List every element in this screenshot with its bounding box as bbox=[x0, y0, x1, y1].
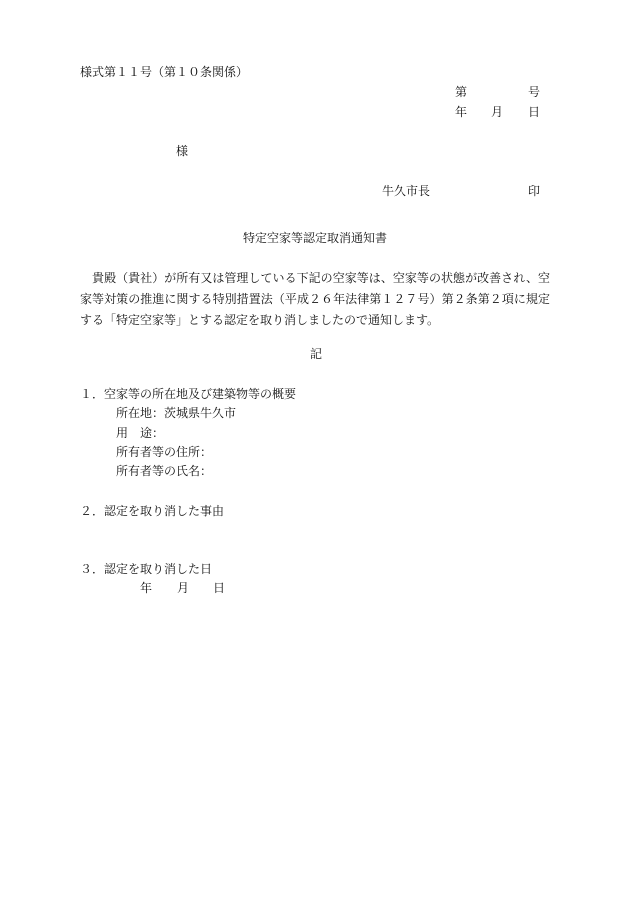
ki-marker: 記 bbox=[310, 347, 323, 361]
doc-number-suffix: 号 bbox=[528, 85, 541, 99]
cancel-date-year: 年 bbox=[140, 581, 153, 595]
document-title: 特定空家等認定取消通知書 bbox=[243, 231, 388, 245]
date-day: 日 bbox=[528, 105, 541, 119]
sender-name: 牛久市長 bbox=[382, 184, 431, 198]
body-paragraph: 貴殿（貴社）が所有又は管理している下記の空家等は、空家等の状態が改善され、空家等対策の推進に関する特別措置法（平成２６年法律第１２７号）第２条第２項に規定する「特定空家等」とする認定を取り消しましたので通知します。 bbox=[80, 271, 550, 327]
section-1-heading: １．空家等の所在地及び建築物等の概要 bbox=[80, 387, 297, 401]
date-year: 年 bbox=[455, 105, 468, 119]
doc-number-prefix: 第 bbox=[455, 85, 468, 99]
cancel-date-month: 月 bbox=[177, 581, 190, 595]
owner-address-line: 所有者等の住所： bbox=[116, 445, 213, 459]
date-month: 月 bbox=[491, 105, 504, 119]
usage-line: 用 途： bbox=[116, 426, 165, 440]
form-number: 様式第１１号（第１０条関係） bbox=[80, 65, 249, 79]
section-3-heading: ３．認定を取り消した日 bbox=[80, 562, 213, 576]
cancel-date-day: 日 bbox=[213, 581, 226, 595]
location-line: 所在地：茨城県牛久市 bbox=[116, 406, 237, 420]
recipient-suffix: 様 bbox=[176, 144, 189, 158]
owner-name-line: 所有者等の氏名： bbox=[116, 464, 213, 478]
section-2-heading: ２．認定を取り消した事由 bbox=[80, 504, 225, 518]
seal-mark: 印 bbox=[528, 184, 541, 198]
